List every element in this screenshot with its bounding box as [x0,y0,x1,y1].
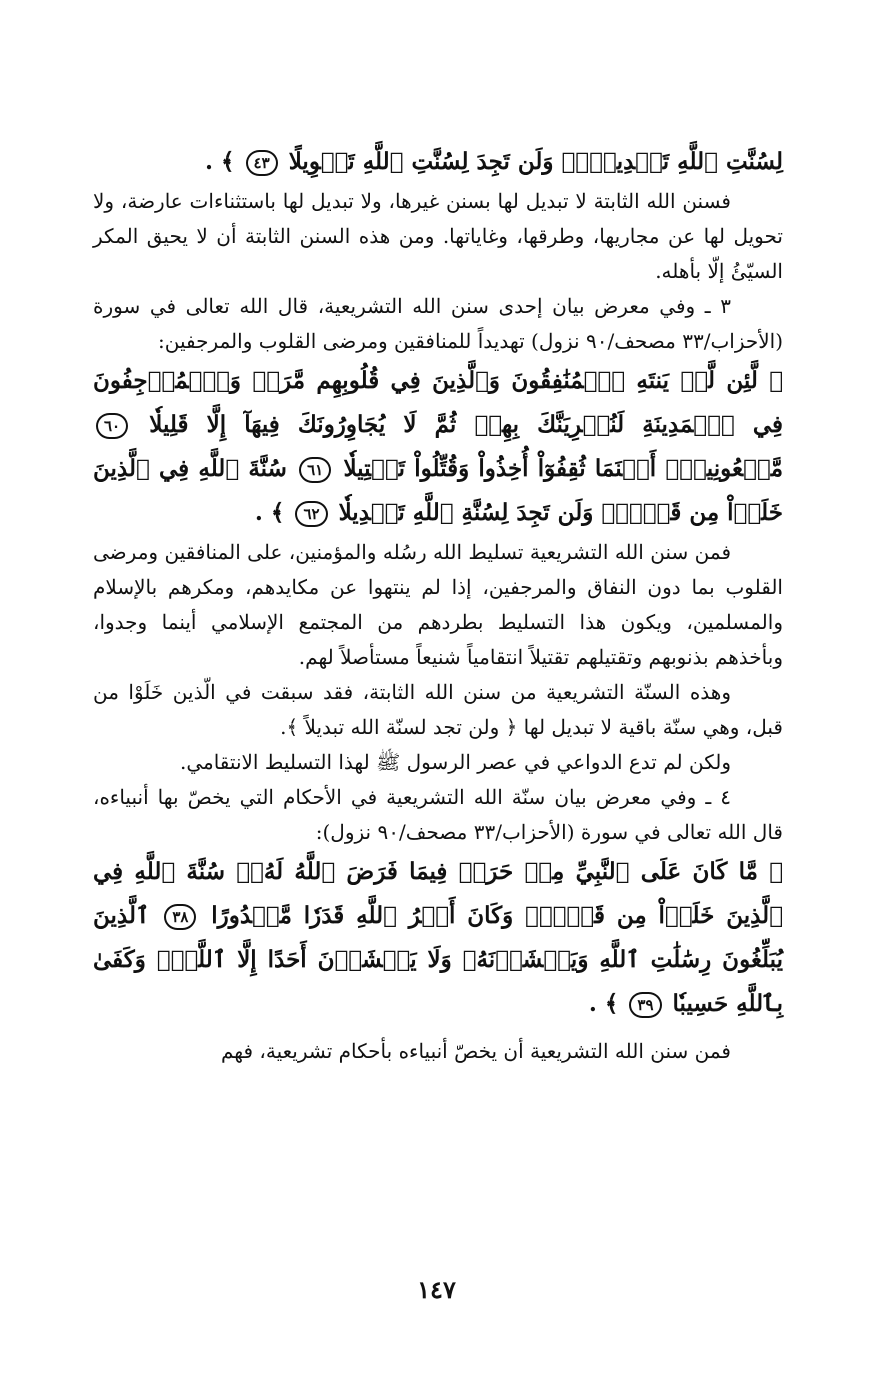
page-body [93,140,783,1069]
quran-block-ahzab-38-39 [93,850,783,1026]
quran-close-bracket: ﴾ . [588,990,619,1017]
quran-verse-text: ﴿ لَّئِن لَّمۡ يَنتَهِ ٱلۡمُنَٰفِقُونَ وَٱلَّذِينَ فِي قُلُوبِهِم مَّرَضٞ وَٱلۡمُرۡجِفُونَ فِي ٱلۡمَدِينَةِ لَنُغۡرِيَنَّكَ بِهِمۡ ثُمَّ لَا يُجَاوِرُونَكَ فِيهَآ إِلَّا قَلِيلٗا [93,367,783,438]
paragraph-fixed-sunan: فسنن الله الثابتة لا تبديل لها بسنن غيرها، ولا تبديل لها باستثناءات عارضة، ولا تحويل لها عن مجاريها، وطرقها، وغاياتها. ومن هذه السنن الثابتة أن لا يحيق المكر السيّئُ إلّا بأهله. [93,189,783,283]
paragraph-item-4: ٤ ـ وفي معرض بيان سنّة الله التشريعية في الأحكام التي يخصّ بها أنبياءه، قال الله تعالى في سورة (الأحزاب/٣٣ مصحف/٩٠ نزول): [93,785,783,844]
verse-number-marker: ٣٩ [629,992,661,1018]
verse-number-marker: ٦٠ [96,413,128,439]
verse-number-marker: ٦١ [299,457,331,483]
paragraph-item-3: ٣ ـ وفي معرض بيان إحدى سنن الله التشريعية، قال الله تعالى في سورة (الأحزاب/٣٣ مصحف/٩٠ نزول) تهديداً للمنافقين ومرضى القلوب والمرجفين: [93,294,783,353]
paragraph-sunnah-fixed: وهذه السنّة التشريعية من سنن الله الثابتة، فقد سبقت في الّذين خَلَوْا من قبل، وهي سنّة باقية لا تبديل لها ﴿ ولن تجد لسنّة الله تبديلاً ﴾. [93,680,783,739]
quran-verse-text: ٱلَّذِينَ يُبَلِّغُونَ رِسَٰلَٰتِ ٱللَّهِ وَيَخۡشَوۡنَهُۥ وَلَا يَخۡشَوۡنَ أَحَدًا إِلَّا ٱللَّهَۗ وَكَفَىٰ بِٱللَّهِ حَسِيبٗا [93,902,783,1017]
page-number: ١٤٧ [417,1275,456,1304]
paragraph-prophet-era: ولكن لم تدع الدواعي في عصر الرسول ﷺ لهذا التسليط الانتقامي. [179,750,731,774]
quran-verse-text: ﴿ مَّا كَانَ عَلَى ٱلنَّبِيِّ مِنۡ حَرَجٖ فِيمَا فَرَضَ ٱللَّهُ لَهُۥۖ سُنَّةَ ٱللَّهِ فِي ٱلَّذِينَ خَلَوۡاْ مِن قَبۡلُۚ وَكَانَ أَمۡرُ ٱللَّهِ قَدَرٗا مَّقۡدُورًا [93,858,783,929]
quran-block-ahzab-60-62 [93,359,783,535]
paragraph-hypocrites: فمن سنن الله التشريعية تسليط الله رسُله والمؤمنين، على المنافقين ومرضى القلوب بما دون النفاق والمرجفين، إذا لم ينتهوا عن مكايدهم، ومكرهم بالإسلام والمسلمين، ويكون هذا التسليط بطردهم من المجتمع الإسلامي أينما وجدوا، وبأخذهم بذنوبهم وتقتيلهم تقتيلاً انتقامياً شنيعاً مستأصلاً لهم. [93,540,783,669]
quran-verse-text: سُنَّةَ ٱللَّهِ فِي ٱلَّذِينَ خَلَوۡاْ مِن قَبۡلُۖ وَلَن تَجِدَ لِسُنَّةِ ٱللَّهِ تَبۡدِيلٗا [93,455,783,526]
quran-close-bracket: ﴾ . [205,148,235,175]
quran-close-bracket: ﴾ . [254,499,285,526]
quran-verse-text: مَّلۡعُونِينَۖ أَيۡنَمَا ثُقِفُوٓاْ أُخِذُواْ وَقُتِّلُواْ تَقۡتِيلٗا [343,455,784,482]
verse-number-marker: ٦٢ [295,501,327,527]
quran-verse-continuation [93,140,783,184]
verse-number-marker: ٣٨ [164,904,196,930]
verse-number-marker: ٤٣ [246,150,278,176]
paragraph-prophets-rulings: فمن سنن الله التشريعية أن يخصّ أنبياءه بأحكام تشريعية، فهم [220,1039,731,1063]
quran-verse-text: لِسُنَّتِ ٱللَّهِ تَبۡدِيلٗاۖ وَلَن تَجِدَ لِسُنَّتِ ٱللَّهِ تَحۡوِيلًا [288,148,783,175]
